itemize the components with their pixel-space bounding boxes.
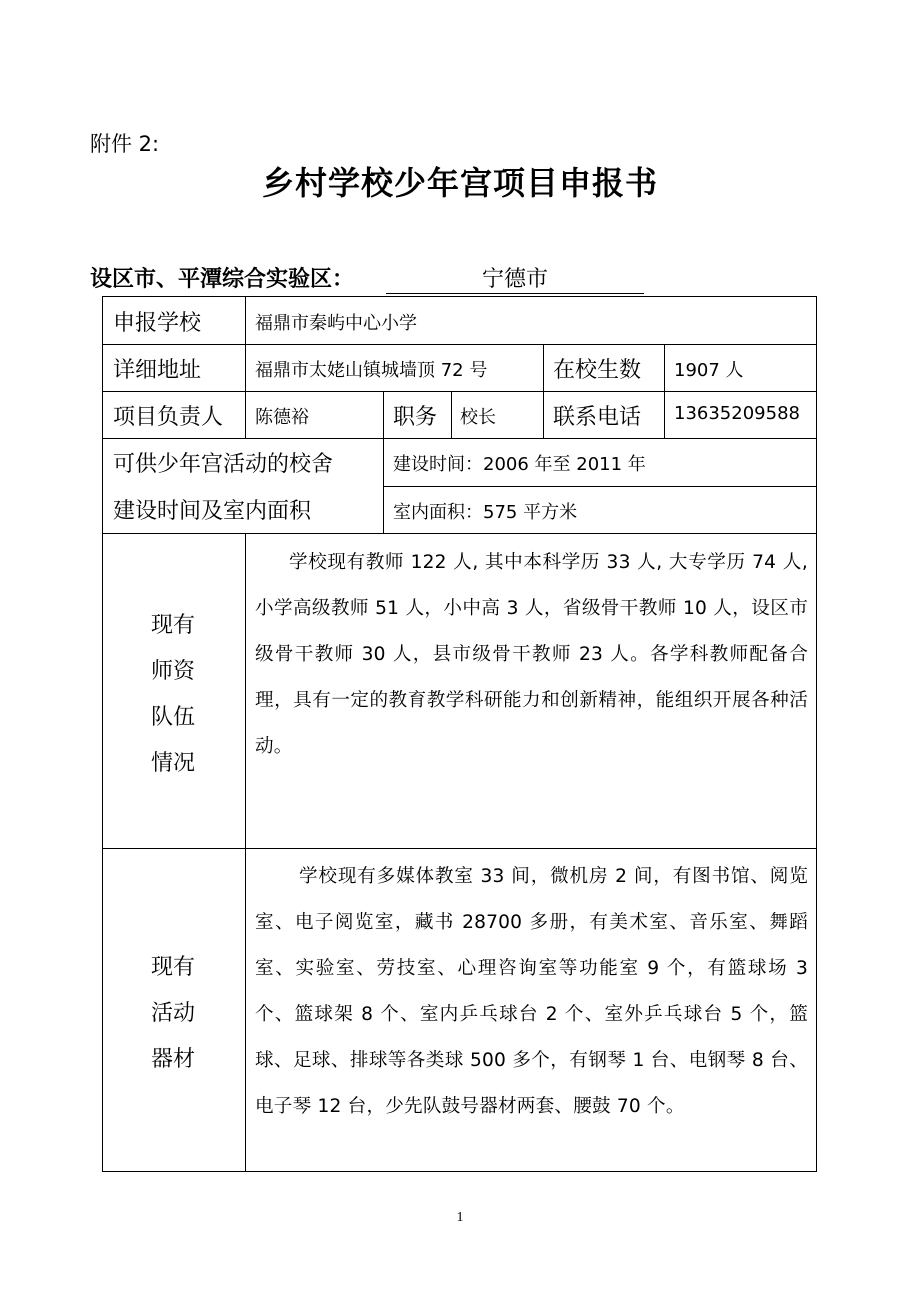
- students-label: 在校生数: [553, 358, 642, 383]
- teachers-label-line: 现有: [150, 613, 195, 638]
- document-title: 乡村学校少年宫项目申报书: [261, 164, 658, 202]
- equipment-label-line: 活动: [150, 1001, 195, 1026]
- col-divider: [245, 533, 246, 1171]
- address-value: 福鼎市太姥山镇城墙顶 72 号: [255, 360, 488, 381]
- equipment-label: [103, 945, 243, 1083]
- row-divider: [103, 344, 816, 345]
- col-divider: [245, 297, 246, 391]
- col-divider: [543, 344, 544, 438]
- region-label: 设区市、平潭综合实验区：: [90, 267, 355, 292]
- equipment-label-line: 现有: [150, 955, 195, 980]
- phone-value: 13635209588: [674, 403, 800, 424]
- building-label-line2: 建设时间及室内面积: [113, 499, 312, 524]
- students-value: 1907 人: [674, 360, 744, 381]
- school-value: 福鼎市秦屿中心小学: [255, 313, 417, 334]
- position-value: 校长: [460, 407, 496, 428]
- col-divider: [664, 344, 665, 438]
- col-divider: [383, 391, 384, 533]
- teachers-description: 学校现有教师 122 人, 其中本科学历 33 人, 大专学历 74 人,小学高级教师 51 人，小中高 3 人，省级骨干教师 10 人，设区市级骨干教师 30 人，县市级骨干教师 23 人。各学科教师配备合理，具有一定的教育教学科研能力和创新精神，能组织开展各种活动。: [255, 552, 808, 757]
- build-time-value: 建设时间：2006 年至 2011 年: [393, 454, 646, 475]
- leader-label: 项目负责人: [113, 405, 224, 430]
- page-number: 1: [456, 1210, 464, 1225]
- equipment-label-line: 器材: [150, 1047, 195, 1072]
- teachers-label: [103, 603, 243, 787]
- row-divider: [103, 391, 816, 392]
- leader-value: 陈德裕: [255, 407, 309, 428]
- school-label: 申报学校: [113, 311, 202, 336]
- row-divider: [103, 533, 816, 534]
- row-divider: [103, 438, 816, 439]
- equipment-description: 学校现有多媒体教室 33 间，微机房 2 间，有图书馆、阅览室、电子阅览室，藏书 28700 多册，有美术室、音乐室、舞蹈室、实验室、劳技室、心理咨询室等功能室 9 个，有篮球场 3 个、篮球架 8 个、室内乒乓球台 2 个、室外乒乓球台 5 个，篮球、足球、排球等各类球 500 多个，有钢琴 1 台、电钢琴 8 台、电子琴 12 台，少先队鼓号器材两套、腰鼓 70 个。: [255, 866, 808, 1117]
- row-divider: [383, 486, 816, 487]
- col-divider: [245, 391, 246, 438]
- building-label-line1: 可供少年宫活动的校舍: [113, 452, 334, 477]
- position-label: 职务: [393, 405, 438, 430]
- teachers-label-line: 情况: [150, 751, 195, 776]
- col-divider: [451, 391, 452, 438]
- area-value: 室内面积：575 平方米: [393, 502, 578, 523]
- teachers-label-line: 队伍: [150, 705, 195, 730]
- teachers-label-line: 师资: [150, 659, 195, 684]
- attachment-label: 附件 2:: [90, 132, 160, 156]
- application-form-table: [102, 296, 817, 1172]
- region-value: 宁德市: [386, 262, 644, 294]
- address-label: 详细地址: [113, 358, 202, 383]
- row-divider: [103, 848, 816, 849]
- phone-label: 联系电话: [553, 405, 642, 430]
